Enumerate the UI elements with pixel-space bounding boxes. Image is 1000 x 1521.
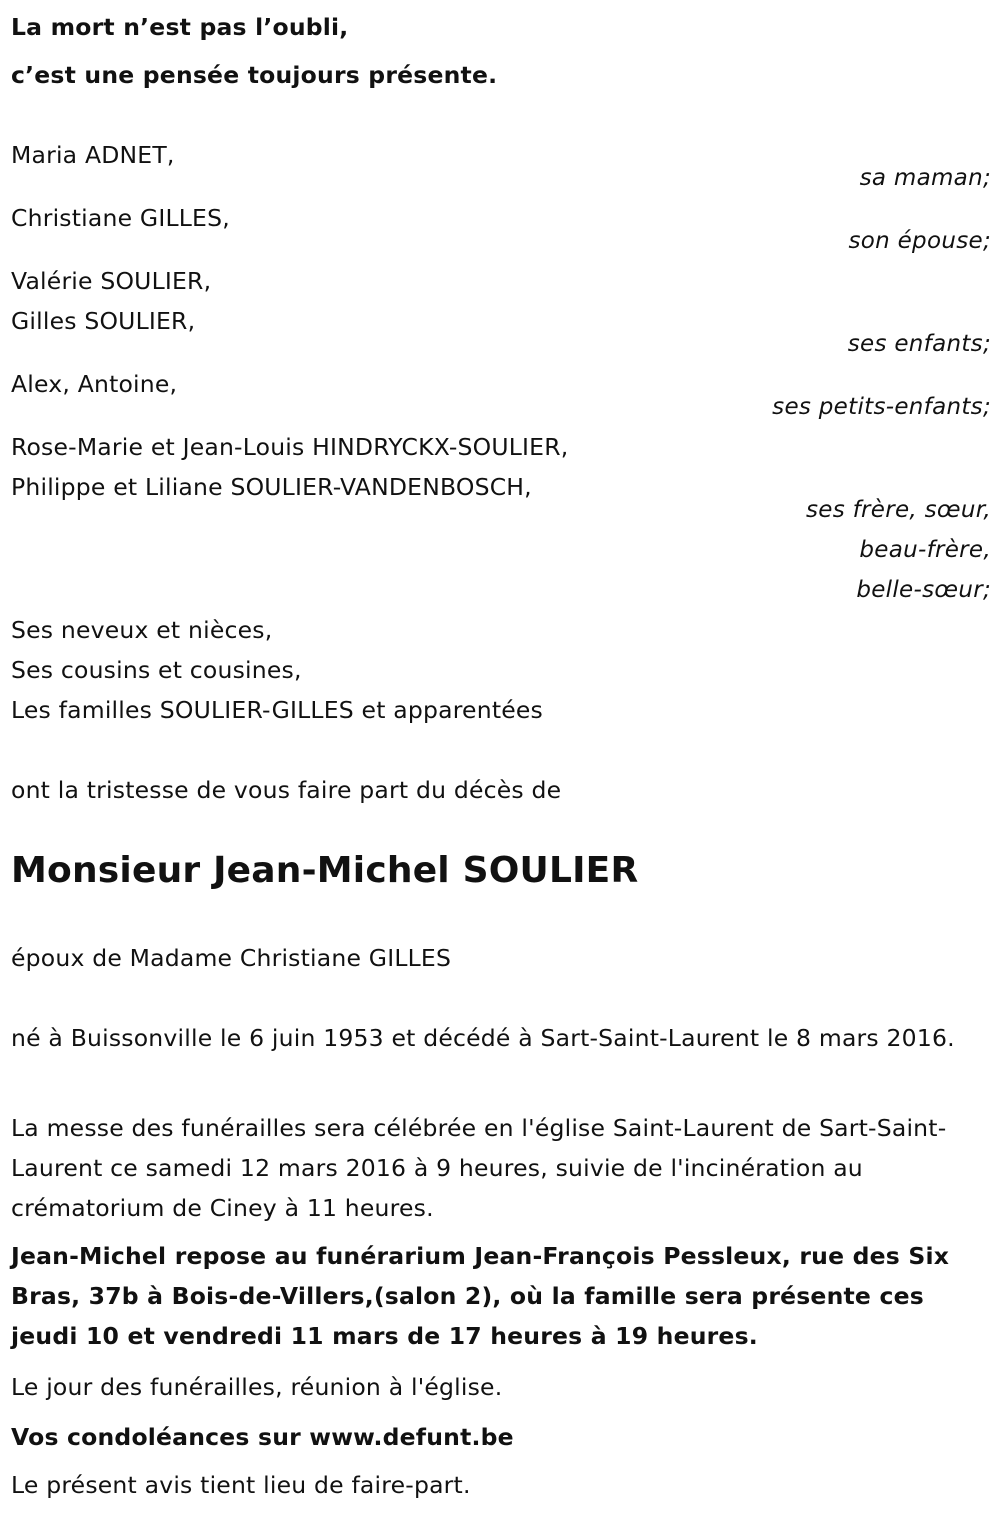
family-siblings-1: Rose-Marie et Jean-Louis HINDRYCKX-SOULIER, [11,433,569,461]
epigraph-line-1: La mort n’est pas l’oubli, [11,13,349,41]
family-siblings-relation-1: ses frère, sœur, [805,497,991,523]
family-mother-relation: sa maman; [859,165,991,191]
family-mother-name: Maria ADNET, [11,141,175,169]
family-siblings-2: Philippe et Liliane SOULIER-VANDENBOSCH, [11,473,532,501]
family-child-2: Gilles SOULIER, [11,307,196,335]
family-grandchildren-relation: ses petits-enfants; [772,394,991,420]
deceased-name: Monsieur Jean-Michel SOULIER [11,850,639,891]
epigraph-line-2: c’est une pensée toujours présente. [11,61,498,89]
viewing-paragraph: Jean-Michel repose au funérarium Jean-François Pessleux, rue des Six Bras, 37b à Bois-de-Villers,(salon 2), où la famille sera présente ces jeudi 10 et vendredi 11 mars de 17 heures à 19 heures. [11,1242,950,1350]
family-siblings-relation-3: belle-sœur; [856,577,991,603]
family-wife-relation: son épouse; [848,228,991,254]
announcement-intro: ont la tristesse de vous faire part du décès de [11,776,562,804]
funeral-meeting-line: Le jour des funérailles, réunion à l'église. [11,1373,503,1401]
spouse-line: époux de Madame Christiane GILLES [11,944,452,972]
family-grandchildren: Alex, Antoine, [11,370,178,398]
notice-line: Le présent avis tient lieu de faire-part. [11,1471,471,1499]
family-cousins: Ses cousins et cousines, [11,656,302,684]
family-related-families: Les familles SOULIER-GILLES et apparentées [11,696,543,724]
funeral-mass-paragraph: La messe des funérailles sera célébrée en l'église Saint-Laurent de Sart-Saint-Laurent ce samedi 12 mars 2016 à 9 heures, suivie de l'incinération au crématorium de Ciney à 11 heures. [11,1114,947,1222]
family-children-relation: ses enfants; [847,331,991,357]
family-siblings-relation-2: beau-frère, [859,537,991,563]
condolences-line: Vos condoléances sur www.defunt.be [11,1423,514,1451]
family-nephews: Ses neveux et nièces, [11,616,273,644]
birth-death-paragraph: né à Buissonville le 6 juin 1953 et décédé à Sart-Saint-Laurent le 8 mars 2016. [11,1024,955,1052]
family-child-1: Valérie SOULIER, [11,267,212,295]
family-wife-name: Christiane GILLES, [11,204,230,232]
